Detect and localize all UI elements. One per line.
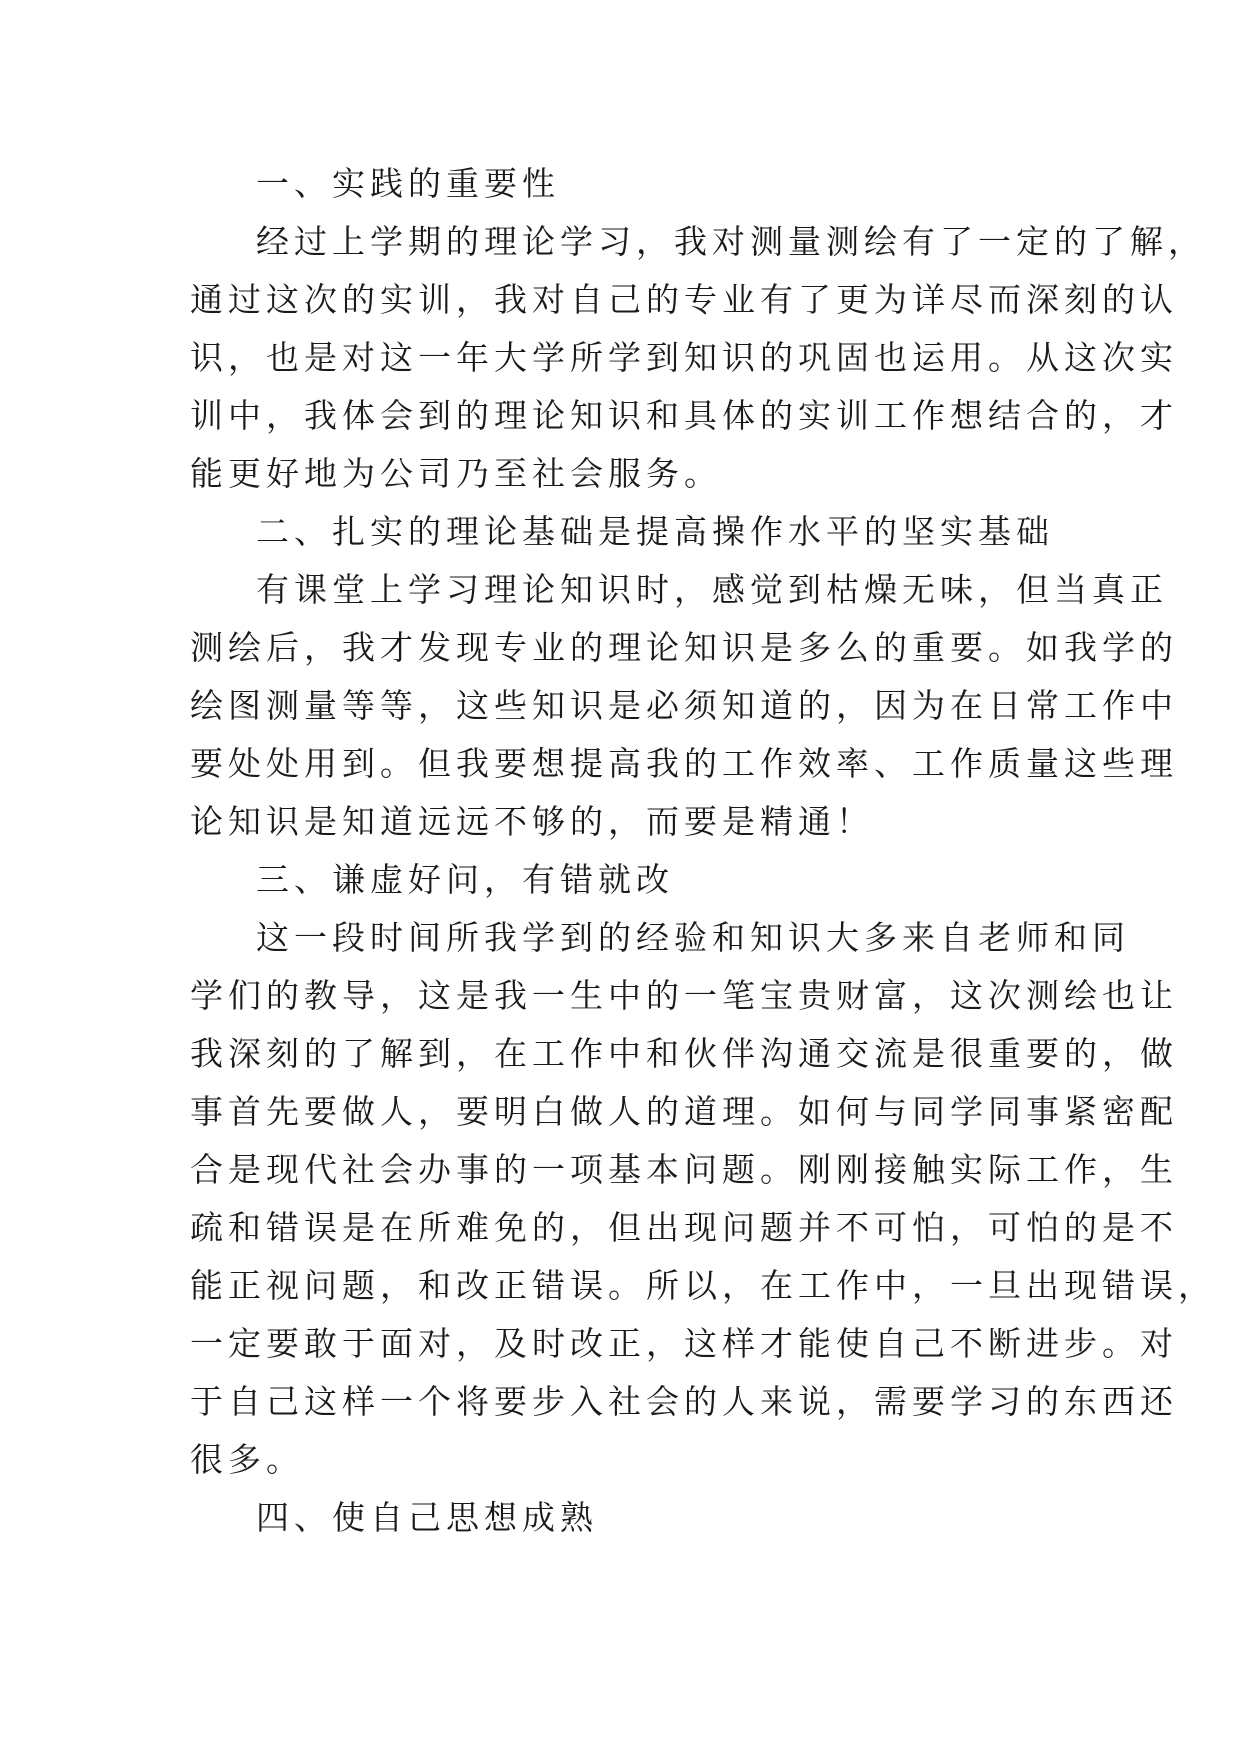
paragraph-line: 识，也是对这一年大学所学到知识的巩固也运用。从这次实 [190,338,1178,377]
section-heading-4: 四、使自己思想成熟 [256,1498,598,1537]
paragraph-line: 能正视问题，和改正错误。所以，在工作中，一旦出现错误， [190,1266,1216,1305]
paragraph-line: 学们的教导，这是我一生中的一笔宝贵财富，这次测绘也让 [190,976,1178,1015]
paragraph-line: 疏和错误是在所难免的，但出现问题并不可怕，可怕的是不 [190,1208,1178,1247]
paragraph-line: 论知识是知道远远不够的，而要是精通！ [190,802,874,841]
paragraph-line: 通过这次的实训，我对自己的专业有了更为详尽而深刻的认 [190,280,1178,319]
paragraph-line: 事首先要做人，要明白做人的道理。如何与同学同事紧密配 [190,1092,1178,1131]
paragraph-line: 这一段时间所我学到的经验和知识大多来自老师和同 [256,918,1130,957]
paragraph-line: 绘图测量等等，这些知识是必须知道的，因为在日常工作中 [190,686,1178,725]
paragraph-line: 经过上学期的理论学习，我对测量测绘有了一定的了解， [256,222,1206,261]
paragraph-line: 我深刻的了解到，在工作中和伙伴沟通交流是很重要的，做 [190,1034,1178,1073]
paragraph-line: 有课堂上学习理论知识时，感觉到枯燥无味，但当真正 [256,570,1168,609]
section-heading-2: 二、扎实的理论基础是提高操作水平的坚实基础 [256,512,1054,551]
paragraph-line: 要处处用到。但我要想提高我的工作效率、工作质量这些理 [190,744,1178,783]
section-heading-1: 一、实践的重要性 [256,164,560,203]
paragraph-line: 能更好地为公司乃至社会服务。 [190,454,722,493]
paragraph-line: 很多。 [190,1440,304,1479]
section-heading-3: 三、谦虚好问，有错就改 [256,860,674,899]
paragraph-line: 于自己这样一个将要步入社会的人来说，需要学习的东西还 [190,1382,1178,1421]
paragraph-line: 一定要敢于面对，及时改正，这样才能使自己不断进步。对 [190,1324,1178,1363]
paragraph-line: 合是现代社会办事的一项基本问题。刚刚接触实际工作，生 [190,1150,1178,1189]
paragraph-line: 测绘后，我才发现专业的理论知识是多么的重要。如我学的 [190,628,1178,667]
paragraph-line: 训中，我体会到的理论知识和具体的实训工作想结合的，才 [190,396,1178,435]
